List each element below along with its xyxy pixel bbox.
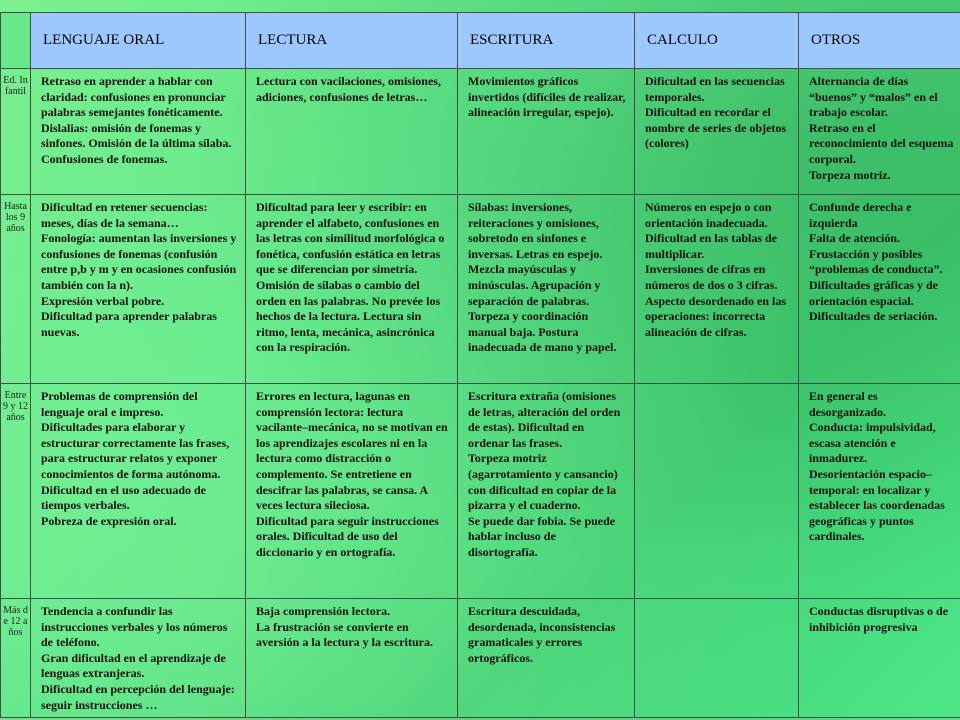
cell-otros xyxy=(799,69,960,195)
cell-escritura xyxy=(458,599,635,718)
cell-lenguaje-oral xyxy=(31,599,246,718)
cell-lectura xyxy=(246,69,458,195)
cell-lenguaje-oral xyxy=(31,195,246,384)
cell-text: Dificultad para leer y escribir: en aprender el alfabeto, confusiones en las letras con similitud morfológica o fonética, confusión estática en letras que se diferencian por simetría. Omisión de sílabas o cambio del orden en las palabras. No prevée los hechos de la lectura. Lectura sin ritmo, lenta, mecánica, asincrónica con la respiración. xyxy=(256,200,445,355)
cell-text: Movimientos gráficos invertidos (difíciles de realizar, alineación irregular, espejo). xyxy=(468,74,626,120)
cell-calculo xyxy=(635,195,799,384)
header-escritura: ESCRITURA xyxy=(458,13,635,69)
cell-lectura xyxy=(246,599,458,718)
cell-otros xyxy=(799,195,960,384)
cell-lectura xyxy=(246,384,458,599)
age-label-mas-12: Más de 12 años xyxy=(1,599,31,718)
cell-text: Tendencia a confundir las instrucciones verbales y los números de teléfono. Gran dificultad en el aprendizaje de lenguas extranjeras. Dificultad en percepción del lenguaje: seguir instrucciones … xyxy=(41,604,235,712)
header-row xyxy=(1,13,960,69)
age-label-hasta-9: Hasta los 9 años xyxy=(1,195,31,384)
cell-text: Dificultad en retener secuencias: meses, días de la semana… Fonología: aumentan las inversiones y confusiones de fonemas (confusión entre p,b y m y en ocasiones confusión también con la n). Expresión verbal pobre. Dificultad para aprender palabras nuevas. xyxy=(41,200,237,339)
cell-text: Conductas disruptivas o de inhibición progresiva xyxy=(809,604,949,634)
header-corner-cell xyxy=(1,13,31,69)
cell-calculo xyxy=(635,384,799,599)
cell-calculo xyxy=(635,599,799,718)
cell-text: Escritura descuidada, desordenada, inconsistencias gramaticales y errores ortográficos. xyxy=(468,604,616,665)
cell-text: Escritura extraña (omisiones de letras, alteración del orden de estas). Dificultad en ordenar las frases. Torpeza motriz (agarrotamiento y cansancio) con dificultad en copiar de la pizarra y el cuaderno. Se puede dar fobia. Se puede hablar incluso de disortografía. xyxy=(468,389,621,559)
cell-otros xyxy=(799,384,960,599)
cell-text: Confunde derecha e izquierda Falta de atención. Frustacción y posibles “problemas de conducta”. Dificultades gráficas y de orientación espacial. Dificultades de seriación. xyxy=(809,200,943,324)
cell-lenguaje-oral xyxy=(31,384,246,599)
table-row xyxy=(1,599,960,718)
cell-lenguaje-oral xyxy=(31,69,246,195)
header-lenguaje-oral: LENGUAJE ORAL xyxy=(31,13,246,69)
cell-text: Sílabas: inversiones, reiteraciones y omisiones, sobretodo en sinfones e inversas. Letras en espejo. Mezcla mayúsculas y minúsculas. Agrupación y separación de palabras. Torpeza y coordinación manual baja. Postura inadecuada de mano y papel. xyxy=(468,200,617,355)
cell-text: En general es desorganizado. Conducta: impulsividad, escasa atención e inmadurez. Desorientación espacio–temporal: en localizar y establecer las coordenadas geográficas y puntos cardinales. xyxy=(809,389,945,544)
header-lectura: LECTURA xyxy=(246,13,458,69)
age-label-ed-infantil: Ed. Infantil xyxy=(1,69,31,195)
dyslexia-symptoms-table xyxy=(0,12,960,718)
cell-calculo xyxy=(635,69,799,195)
cell-text: Errores en lectura, lagunas en comprensión lectora: lectura vacilante–mecánica, no se motivan en los aprendizajes escolares ni en la lectura como distracción o complemento. Se entretiene en descifrar las palabras, se cansa. A veces lectura sileciosa. Dificultad para seguir instrucciones orales. Dificultad de uso del diccionario y en ortografía. xyxy=(256,389,448,559)
header-calculo: CALCULO xyxy=(635,13,799,69)
cell-escritura xyxy=(458,195,635,384)
cell-escritura xyxy=(458,69,635,195)
cell-text: Dificultad en las secuencias temporales. Dificultad en recordar el nombre de series de objetos (colores) xyxy=(645,74,787,151)
cell-escritura xyxy=(458,384,635,599)
cell-otros xyxy=(799,599,960,718)
cell-text: Problemas de comprensión del lenguaje oral e impreso. Dificultades para elaborar y estructurar correctamente las frases, para estructurar relatos y exponer conocimientos de forma autónoma. Dificultad en el uso adecuado de tiempos verbales. Pobreza de expresión oral. xyxy=(41,389,230,528)
cell-text: Números en espejo o con orientación inadecuada. Dificultad en las tablas de multiplicar. Inversiones de cifras en números de dos o 3 cifras. Aspecto desordenado en las operaciones: incorrecta alineación de cifras. xyxy=(645,200,787,339)
cell-text: Retraso en aprender a hablar con claridad: confusiones en pronunciar palabras semejantes fonéticamente. Dislalias: omisión de fonemas y sinfones. Omisión de la última sílaba. Confusiones de fonemas. xyxy=(41,74,232,166)
cell-lectura xyxy=(246,195,458,384)
cell-text: Baja comprensión lectora. La frustración se convierte en aversión a la lectura y la escritura. xyxy=(256,604,433,650)
table-row xyxy=(1,384,960,599)
cell-text: Alternancia de días “buenos” y “malos” en el trabajo escolar. Retraso en el reconocimiento del esquema corporal. Torpeza motriz. xyxy=(809,74,954,182)
header-otros: OTROS xyxy=(799,13,960,69)
cell-text: Lectura con vacilaciones, omisiones, adiciones, confusiones de letras… xyxy=(256,74,441,104)
table-row xyxy=(1,69,960,195)
table-row xyxy=(1,195,960,384)
age-label-entre-9-12: Entre 9 y 12 años xyxy=(1,384,31,599)
